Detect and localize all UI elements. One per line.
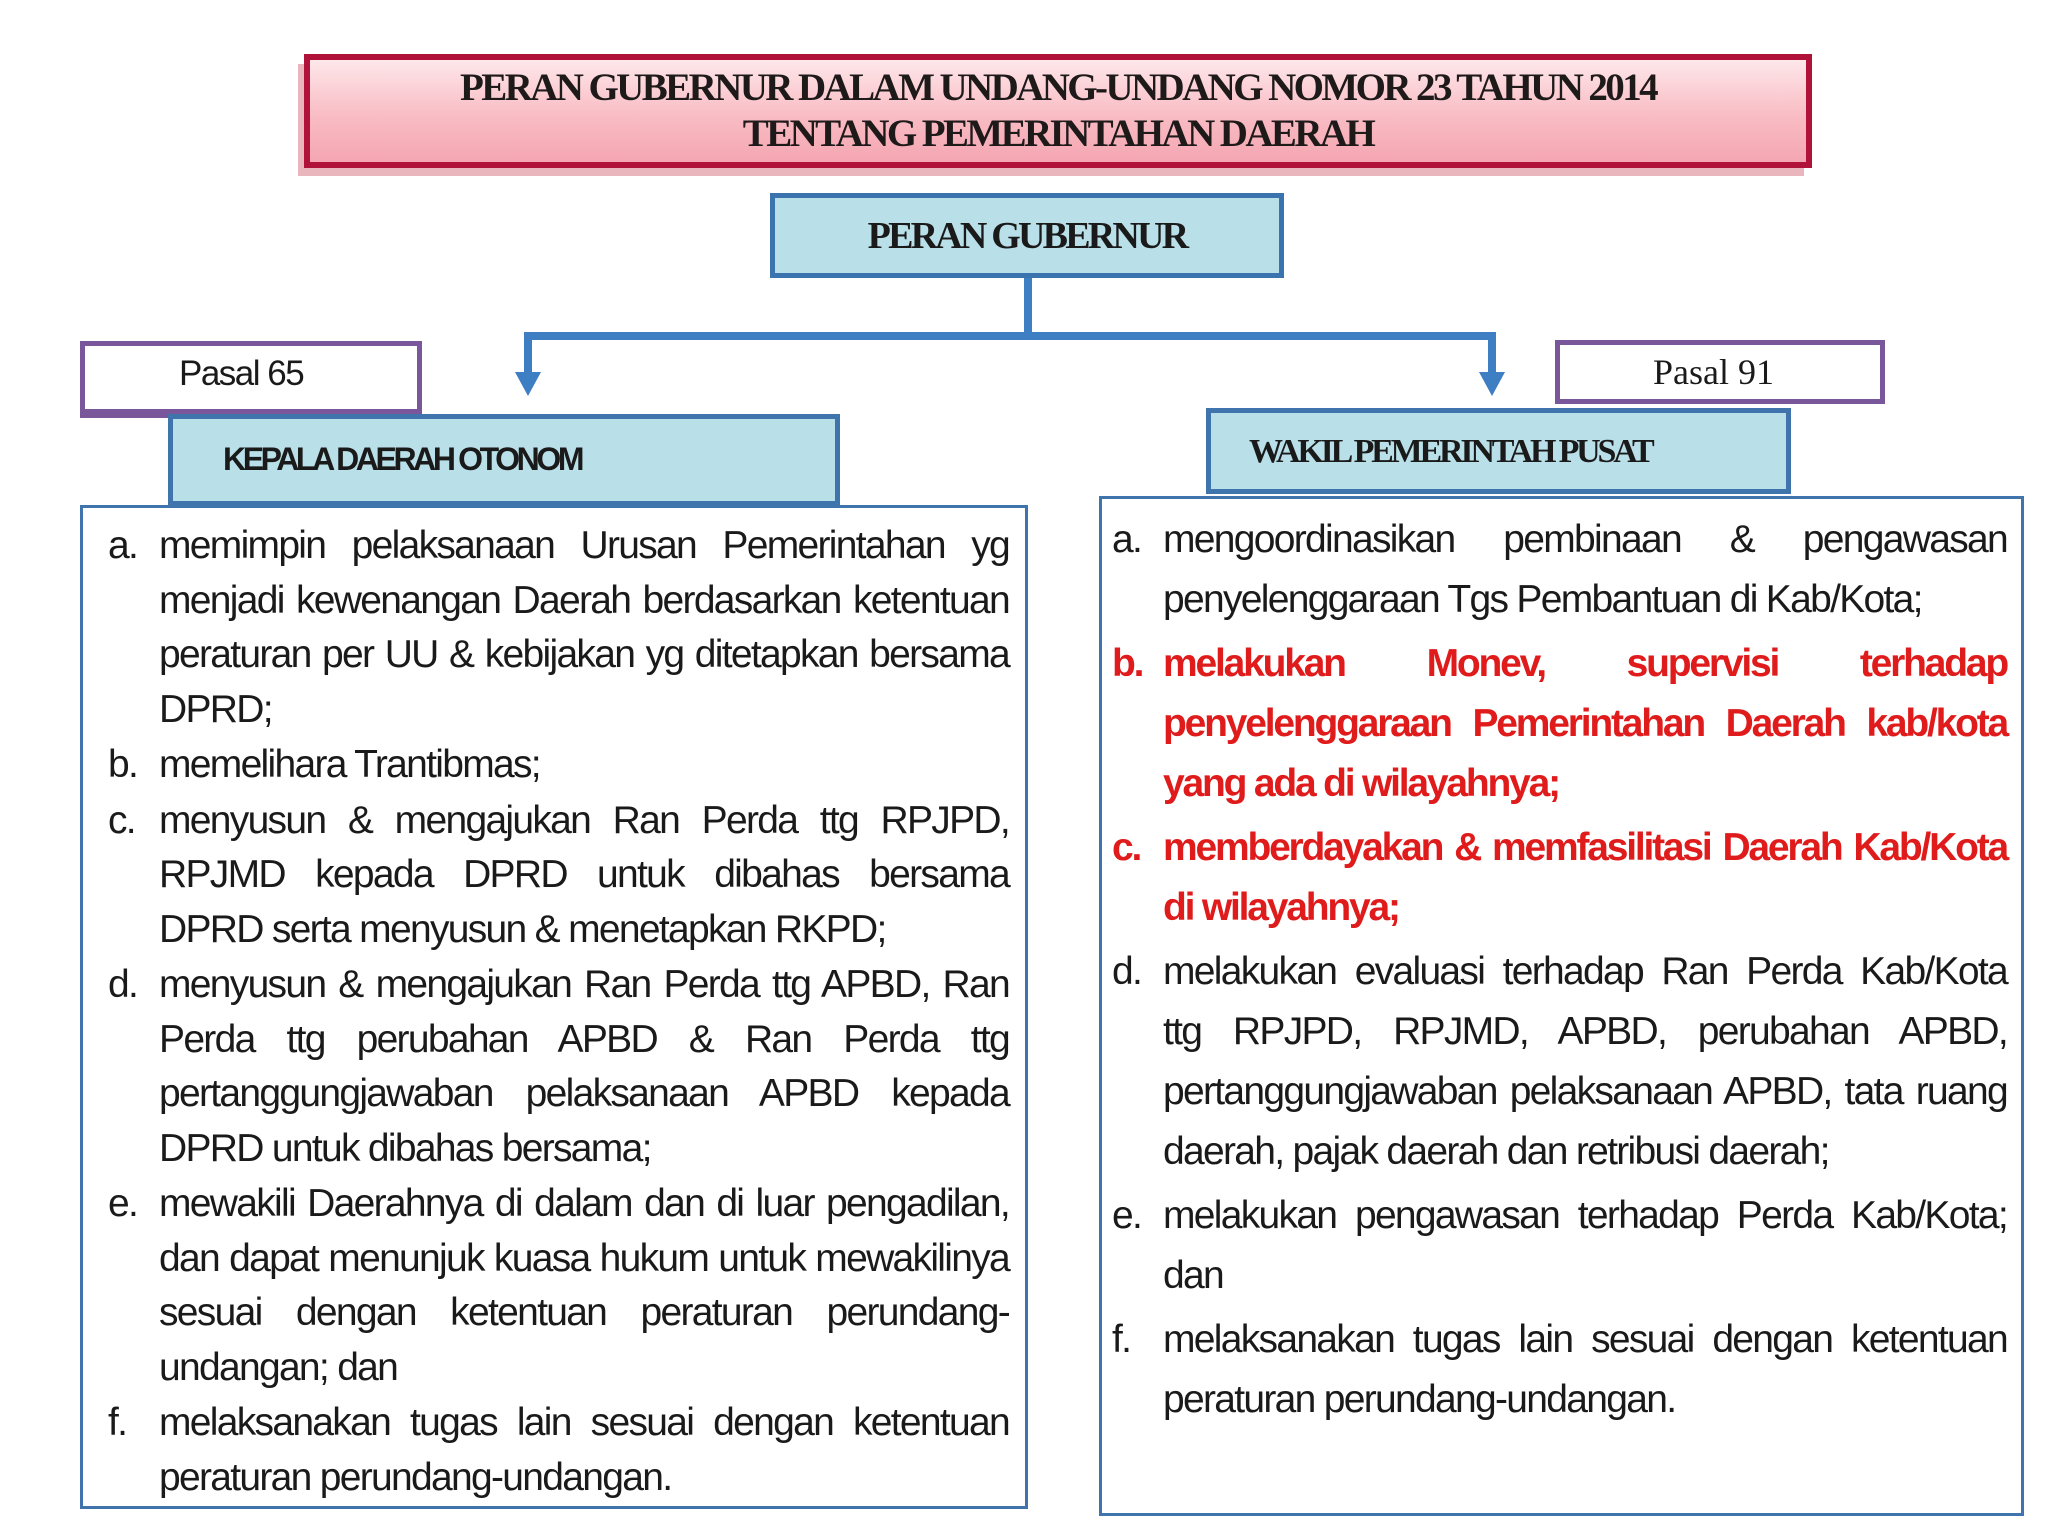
title-line-1: PERAN GUBERNUR DALAM UNDANG-UNDANG NOMOR 23 TAHUN 2014 [459, 66, 1657, 109]
kepala-daerah-otonom-label: KEPALA DAERAH OTONOM [223, 441, 582, 477]
item-text: menyusun & mengajukan Ran Perda ttg RPJPD, RPJMD kepada DPRD untuk dibahas bersama DPRD serta menyusun & menetapkan RKPD; [159, 798, 1009, 951]
item-text: melakukan Monev, supervisi terhadap penyelenggaraan Pemerintahan Daerah kab/kota yang ada di wilayahnya; [1163, 642, 2007, 805]
right-duties-list [1102, 499, 2021, 1430]
list-item-highlighted [1112, 634, 2007, 814]
list-item [108, 738, 1009, 793]
arrow-down-icon [515, 372, 541, 396]
pasal-91-label [1555, 340, 1885, 404]
right-duties-panel [1099, 496, 2024, 1516]
list-item [1112, 510, 2007, 630]
item-text: menyusun & mengajukan Ran Perda ttg APBD, Ran Perda ttg perubahan APBD & Ran Perda ttg pertanggungjawaban pelaksanaan APBD kepada DPRD untuk dibahas bersama; [159, 963, 1009, 1170]
list-item [108, 958, 1009, 1176]
pasal-91-text: Pasal 91 [1653, 352, 1774, 392]
item-text: memelihara Trantibmas; [159, 743, 540, 786]
item-text: melaksanakan tugas lain sesuai dengan ketentuan peraturan perundang-undangan. [159, 1401, 1009, 1499]
pasal-65-label [80, 341, 422, 418]
left-duties-panel [80, 505, 1028, 1509]
list-item [108, 794, 1009, 958]
item-text: mengoordinasikan pembinaan & pengawasan penyelenggaraan Tgs Pembantuan di Kab/Kota; [1163, 518, 2007, 621]
root-node-label: PERAN GUBERNUR [867, 214, 1187, 257]
item-marker: b. [1112, 642, 1143, 685]
item-marker: b. [108, 743, 138, 786]
title-line-2: TENTANG PEMERINTAHAN DAERAH [742, 112, 1374, 155]
wakil-pemerintah-pusat-label: WAKIL PEMERINTAH PUSAT [1249, 433, 1652, 470]
list-item [108, 1177, 1009, 1395]
list-item [1112, 1186, 2007, 1306]
arrow-down-icon [1479, 372, 1505, 396]
left-duties-list [83, 508, 1025, 1505]
title-banner [304, 54, 1812, 168]
item-marker: c. [108, 798, 135, 842]
item-text: mewakili Daerahnya di dalam dan di luar pengadilan, dan dapat menunjuk kuasa hukum untuk mewakilinya sesuai dengan ketentuan peraturan perundang-undangan; dan [159, 1182, 1009, 1389]
list-item [108, 519, 1009, 737]
list-item [108, 1396, 1009, 1505]
wakil-pemerintah-pusat-header [1206, 408, 1791, 494]
list-item [1112, 942, 2007, 1182]
connector-horizontal [524, 332, 1496, 340]
connector-left-drop [524, 332, 532, 374]
pasal-65-text: Pasal 65 [179, 354, 304, 393]
item-marker: c. [1112, 826, 1141, 869]
item-marker: a. [108, 524, 138, 567]
item-text: memberdayakan & memfasilitasi Daerah Kab/Kota di wilayahnya; [1163, 826, 2007, 929]
item-marker: a. [1112, 518, 1142, 561]
item-marker: d. [108, 963, 138, 1006]
connector-right-drop [1488, 332, 1496, 374]
list-item [1112, 1310, 2007, 1430]
root-node [770, 193, 1284, 278]
item-text: memimpin pelaksanaan Urusan Pemerintahan yg menjadi kewenangan Daerah berdasarkan ketentuan peraturan per UU & kebijakan yg ditetapkan bersama DPRD; [159, 524, 1009, 731]
item-text: melakukan evaluasi terhadap Ran Perda Kab/Kota ttg RPJPD, RPJMD, APBD, perubahan APBD, pertanggungjawaban pelaksanaan APBD, tata ruang daerah, pajak daerah dan retribusi daerah; [1163, 950, 2007, 1173]
item-marker: e. [108, 1182, 138, 1225]
kepala-daerah-otonom-header [168, 414, 840, 506]
item-text: melaksanakan tugas lain sesuai dengan ketentuan peraturan perundang-undangan. [1163, 1318, 2007, 1421]
item-marker: d. [1112, 950, 1142, 993]
item-marker: e. [1112, 1194, 1142, 1237]
item-text: melakukan pengawasan terhadap Perda Kab/Kota; dan [1163, 1194, 2007, 1297]
item-marker: f. [108, 1401, 127, 1444]
item-marker: f. [1112, 1318, 1131, 1361]
connector-stem [1024, 278, 1032, 338]
list-item-highlighted [1112, 818, 2007, 938]
